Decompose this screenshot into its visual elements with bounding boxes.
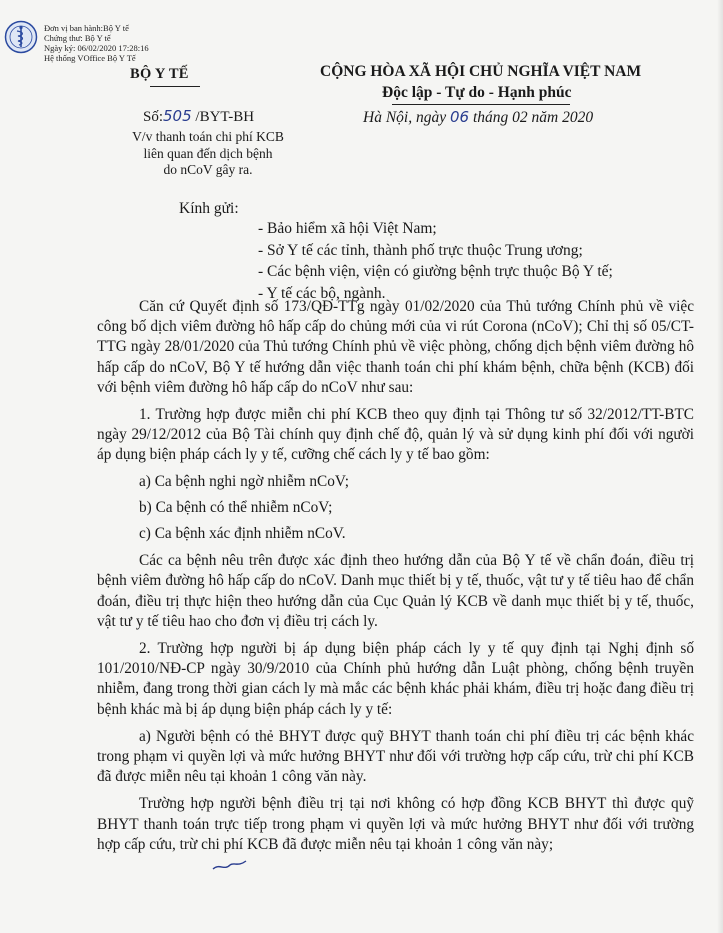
- motto-underline: [392, 104, 570, 105]
- recipient-list: [258, 218, 613, 304]
- paragraph-basis: Căn cứ Quyết định số 173/QĐ-TTg ngày 01/02/2020 của Thủ tướng Chính phủ về việc công bố dịch viêm đường hô hấp cấp do chủng mới của vi rút Corona (nCoV); Chỉ thị số 05/CT-TTG ngày 28/01/2020 của Thủ tướng Chính phủ về việc phòng, chống dịch bệnh viêm đường hô hấp cấp do nCoV, Bộ Y tế hướng dẫn việc thanh toán chi phí khám bệnh, chữa bệnh (KCB) đối với bệnh viêm đường hô hấp cấp do nCoV như sau:: [97, 298, 694, 396]
- ministry-emblem-icon: [4, 20, 38, 54]
- signature-certificate: Chứng thư: Bộ Y tế: [44, 33, 111, 43]
- list-item-c: c) Ca bệnh xác định nhiễm nCoV.: [139, 525, 346, 543]
- paragraph-no-contract: Trường hợp người bệnh điều trị tại nơi không có hợp đồng KCB BHYT thì được quỹ BHYT thanh toán trực tiếp trong phạm vi quyền lợi và mức hưởng BHYT như đối với trường hợp cấp cứu, trừ chi phí KCB đã được miễn nêu tại khoản 1 công văn này;: [97, 795, 694, 853]
- paragraph-section-2a: a) Người bệnh có thẻ BHYT được quỹ BHYT thanh toán chi phí điều trị các bệnh khác trong phạm vi quyền lợi và mức hưởng BHYT như đối với trường hợp cấp cứu, trừ chi phí KCB đã được miễn nêu tại khoản 1 công văn này.: [97, 727, 694, 786]
- place-and-date: [363, 108, 593, 127]
- document-body: [97, 297, 694, 855]
- page-edge-shadow: [717, 0, 723, 933]
- document-number-suffix: /BYT-BH: [195, 109, 255, 125]
- signature-issuer: Đơn vị ban hành:Bộ Y tế: [44, 23, 129, 33]
- salutation: Kính gửi:: [179, 200, 239, 217]
- subject-line: do nCoV gây ra.: [163, 162, 253, 177]
- issuing-organization: BỘ Y TẾ: [130, 66, 189, 82]
- national-title: CỘNG HÒA XÃ HỘI CHỦ NGHĨA VIỆT NAM: [320, 63, 642, 80]
- subject-line: V/v thanh toán chi phí KCB: [132, 129, 284, 144]
- subject-line: liên quan đến dịch bệnh: [143, 145, 273, 161]
- recipient-item: - Sở Y tế các tỉnh, thành phố trực thuộc Trung ương;: [258, 241, 583, 259]
- org-underline: [150, 86, 200, 87]
- signature-system: Hệ thống VOffice Bộ Y Tế: [44, 53, 136, 63]
- date-day-handwritten: 06: [449, 108, 470, 126]
- place-prefix: Hà Nội, ngày: [363, 109, 450, 126]
- national-motto: Độc lập - Tự do - Hạnh phúc: [382, 84, 572, 101]
- document-subject: [108, 129, 308, 179]
- list-item-b: b) Ca bệnh có thể nhiễm nCoV;: [139, 498, 333, 516]
- document-number-prefix: Số:: [143, 109, 164, 125]
- paragraph-section-2: 2. Trường hợp người bị áp dụng biện pháp cách ly y tế quy định tại Nghị định số 101/2010/NĐ-CP ngày 30/9/2010 của Chính phủ hướng dẫn Luật phòng, chống bệnh truyền nhiễm, đang trong thời gian cách ly mà mắc các bệnh khác phải khám, điều trị hoặc đang điều trị bệnh khác mà bị áp dụng biện pháp cách ly y tế:: [97, 640, 694, 718]
- recipient-item: - Các bệnh viện, viện có giường bệnh trực thuộc Bộ Y tế;: [258, 263, 613, 280]
- place-suffix: tháng 02 năm 2020: [469, 109, 594, 126]
- document-number: [143, 107, 254, 126]
- recipient-item: - Bảo hiểm xã hội Việt Nam;: [258, 220, 437, 237]
- signature-date: Ngày ký: 06/02/2020 17:28:16: [44, 43, 149, 53]
- recipient-item: - Y tế các bộ, ngành.: [258, 284, 386, 302]
- paragraph-section-1: 1. Trường hợp được miễn chi phí KCB theo quy định tại Thông tư số 32/2012/TT-BTC ngày 29/12/2012 của Bộ Tài chính quy định chế độ, quản lý và sử dụng kinh phí đối với người áp dụng biện pháp cách ly y tế, cưỡng chế cách ly y tế bao gồm:: [97, 406, 694, 464]
- list-item-a: a) Ca bệnh nghi ngờ nhiễm nCoV;: [139, 472, 350, 490]
- paragraph-diagnosis: Các ca bệnh nêu trên được xác định theo hướng dẫn của Bộ Y tế về chẩn đoán, điều trị bệnh viêm đường hô hấp cấp do nCoV. Danh mục thiết bị y tế, thuốc, vật tư y tế tiêu hao để chẩn đoán, điều trị thực hiện theo hướng dẫn của Cục Quản lý KCB về danh mục thiết bị y tế, thuốc, vật tư y tế tiêu hao cho đơn vị điều trị cách ly.: [97, 552, 694, 630]
- digital-signature-info: [44, 23, 149, 63]
- document-number-handwritten: 505: [163, 107, 192, 125]
- pen-mark-icon: [210, 855, 250, 875]
